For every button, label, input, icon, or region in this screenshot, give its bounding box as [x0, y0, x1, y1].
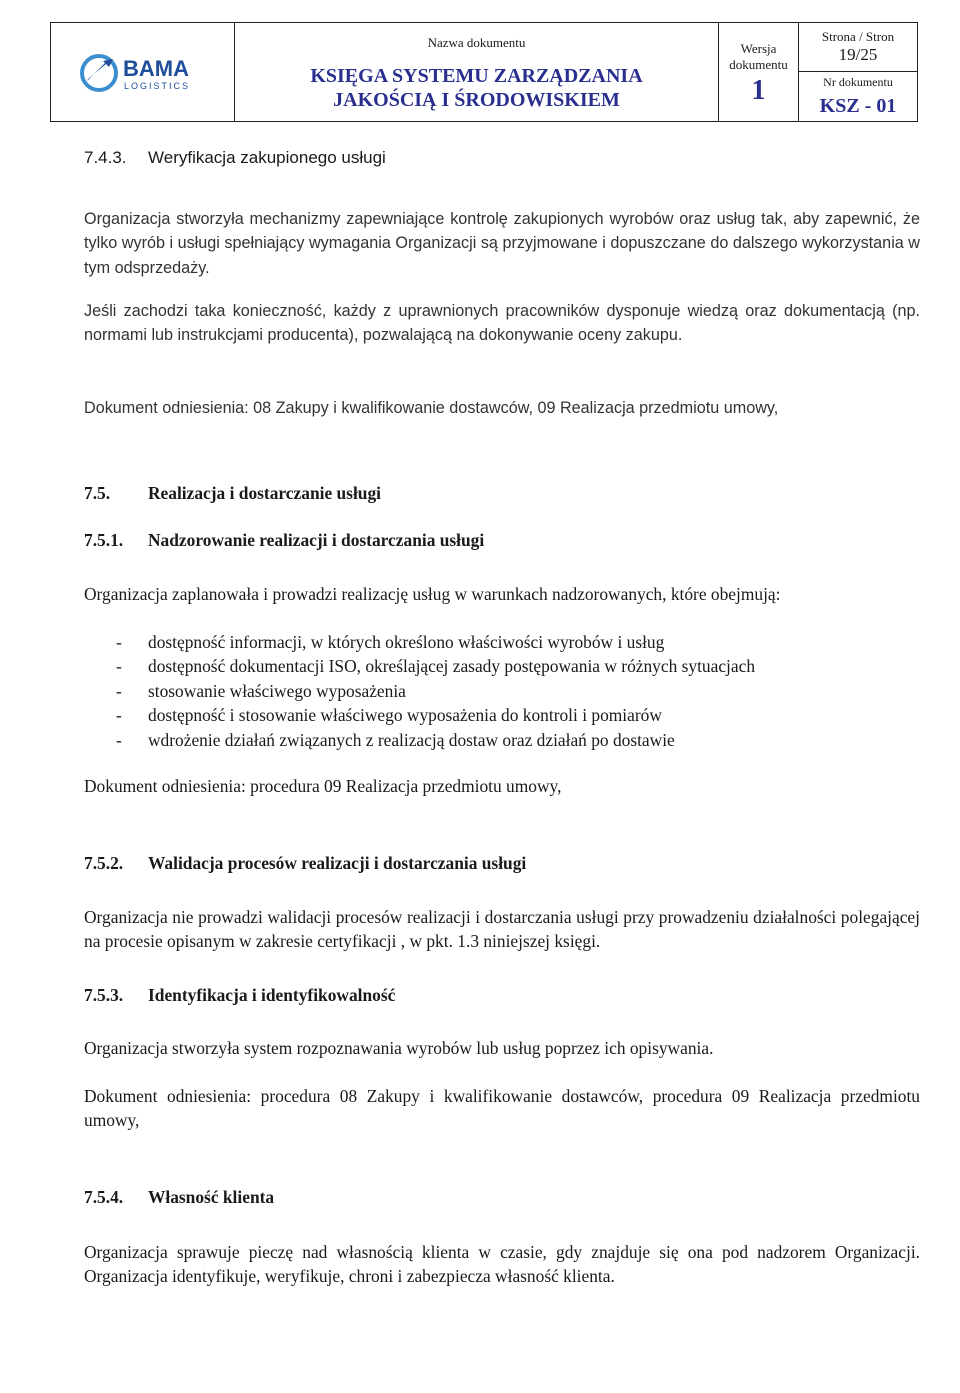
section-heading-7-5-2	[84, 853, 526, 874]
list-item: - wdrożenie działań związanych z realizacją dostaw oraz działań po dostawie	[116, 728, 755, 752]
section-number: 7.5.4.	[84, 1187, 124, 1207]
section-number: 7.5.3.	[84, 985, 124, 1005]
section-heading-7-5	[84, 483, 381, 504]
reference-note: Dokument odniesienia: procedura 09 Realizacja przedmiotu umowy,	[84, 776, 562, 796]
doc-title-line2: JAKOŚCIĄ I ŚRODOWISKIEM	[333, 89, 620, 111]
bama-logistics-logo	[79, 49, 219, 97]
version-label-1: Wersja	[740, 41, 777, 56]
list-item: - dostępność i stosowanie właściwego wyposażenia do kontroli i pomiarów	[116, 703, 755, 727]
paragraph: Organizacja stworzyła mechanizmy zapewniające kontrolę zakupionych wyrobów oraz usług tak, aby zapewnić, że tylko wyrób i usługi spełniający wymagania Organizacji są przyjmowane i dopuszczane do dalszego wykorzystania w tym odsprzedaży.	[84, 210, 920, 277]
version-cell	[719, 23, 799, 121]
paragraph: Jeśli zachodzi taka konieczność, każdy z uprawnionych pracowników dysponuje wiedzą oraz dokumentacją (np. normami lub instrukcjami producenta), pozwalającą na dokonywanie oceny zakupu.	[84, 302, 920, 345]
page-label: Strona / Stron	[821, 29, 895, 44]
section-number: 7.5.	[84, 483, 111, 503]
divider	[799, 71, 917, 72]
doc-name-label: Nazwa dokumentu	[427, 35, 526, 50]
logo-sub-text: LOGISTICS	[124, 81, 191, 91]
list-item: - stosowanie właściwego wyposażenia	[116, 679, 755, 703]
document-header	[50, 22, 918, 122]
list-item: - dostępność dokumentacji ISO, określającej zasady postępowania w różnych sytuacjach	[116, 654, 755, 678]
reference-note: Dokument odniesienia: procedura 08 Zakupy i kwalifikowanie dostawców, procedura 09 Realizacja przedmiotu umowy,	[84, 1086, 920, 1131]
reference-note: Dokument odniesienia: 08 Zakupy i kwalifikowanie dostawców, 09 Realizacja przedmiotu umowy,	[84, 399, 779, 417]
doc-number-value: KSZ - 01	[819, 95, 897, 117]
requirements-list	[116, 630, 755, 752]
logo-brand-text: BAMA	[123, 56, 189, 81]
paragraph: Organizacja nie prowadzi walidacji procesów realizacji i dostarczania usługi przy prowadzeniu działalności polegającej na procesie opisanym w zakresie certyfikacji , w pkt. 1.3 niniejszej księgi.	[84, 907, 920, 952]
section-number: 7.5.1.	[84, 530, 124, 550]
paragraph: Organizacja zaplanowała i prowadzi realizację usług w warunkach nadzorowanych, które obejmują:	[84, 584, 781, 604]
section-title: Walidacja procesów realizacji i dostarczania usługi	[148, 853, 527, 873]
paragraph: Organizacja sprawuje pieczę nad własnością klienta w czasie, gdy znajduje się ona pod nadzorem Organizacji. Organizacja identyfikuje, weryfikuje, chroni i zabezpiecza własność klienta.	[84, 1242, 920, 1287]
logo-cell	[51, 23, 235, 121]
page-value: 19/25	[838, 45, 878, 64]
version-value: 1	[751, 75, 766, 106]
version-label-2: dokumentu	[729, 57, 788, 72]
section-title: Własność klienta	[148, 1187, 275, 1207]
section-number: 7.4.3.	[84, 148, 127, 167]
paragraph: Organizacja stworzyła system rozpoznawania wyrobów lub usług poprzez ich opisywania.	[84, 1038, 714, 1058]
doc-name-cell	[235, 23, 719, 121]
section-number: 7.5.2.	[84, 853, 124, 873]
section-title: Nadzorowanie realizacji i dostarczania usługi	[148, 530, 485, 550]
page-cell	[799, 23, 917, 121]
section-heading-7-5-1	[84, 530, 484, 551]
section-heading-7-4-3	[84, 148, 386, 168]
section-heading-7-5-4	[84, 1187, 274, 1208]
doc-title-line1: KSIĘGA SYSTEMU ZARZĄDZANIA	[310, 65, 643, 87]
section-title: Weryfikacja zakupionego usługi	[148, 148, 386, 167]
doc-number-label: Nr dokumentu	[823, 75, 893, 89]
list-item: - dostępność informacji, w których określono właściwości wyrobów i usług	[116, 630, 755, 654]
section-title: Realizacja i dostarczanie usługi	[148, 483, 381, 503]
section-title: Identyfikacja i identyfikowalność	[148, 985, 396, 1005]
section-heading-7-5-3	[84, 985, 395, 1006]
